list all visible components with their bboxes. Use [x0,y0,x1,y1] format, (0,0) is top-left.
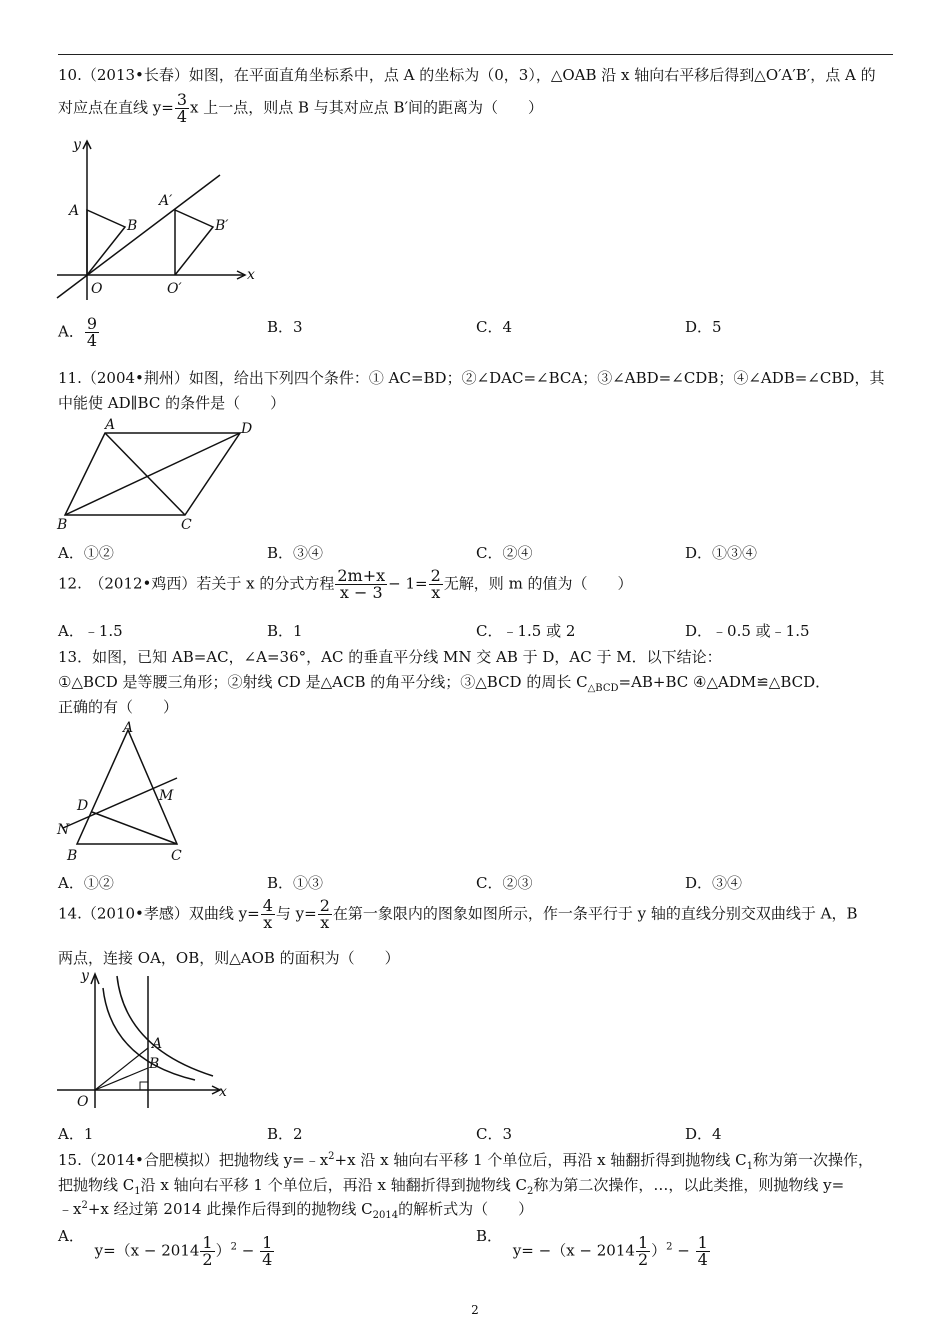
q15-a-fn: 1 [202,1233,213,1252]
q14-figure [55,968,235,1116]
q15-l3-b: +x 经过第 2014 此操作后得到的抛物线 C [87,1200,373,1218]
q15-a-minus: − [236,1241,260,1260]
q13-label-A: A [123,720,134,736]
q13-label-N: N [57,822,70,838]
q11-label-D: D [241,421,253,437]
q15-l3-sub: 2014 [372,1210,399,1221]
q11-label-A: A [105,417,116,433]
q12-option-c[interactable]: C．﹣1.5 或 2 [476,622,576,640]
q15-l1-end: 称为第一次操作， [753,1151,874,1169]
q10-option-d[interactable]: D．5 [685,318,722,336]
q14-text-pre: 14.（2010•孝感）双曲线 y= [58,904,260,923]
q13-stem-line1: 13．如图，已知 AB=AC，∠A=36°，AC 的垂直平分线 MN 交 AB 于 D，AC 于 M．以下结论： [58,648,722,666]
q12-fraction-2 [429,568,443,601]
q15-a-sup: 2 [230,1241,237,1253]
q14-option-b[interactable]: B．2 [267,1125,303,1143]
q10-option-a[interactable] [58,316,100,349]
q15-option-b-expr [513,1235,711,1268]
q13-option-a[interactable]: A．①② [58,874,114,892]
q15-a-gn: 1 [262,1233,273,1252]
q10-label-B: B [127,218,138,234]
q15-l1-post: +x 沿 x 轴向右平移 1 个单位后，再沿 x 轴翻折得到抛物线 C [334,1151,747,1169]
q15-b-gd: 4 [697,1250,708,1269]
q10-label-y: y [73,137,81,153]
q15-b-gn: 1 [697,1233,708,1252]
q14-label-x: x [219,1084,227,1100]
q13-label-B: B [67,848,78,864]
q14-fraction-2 [318,898,332,931]
q15-l2-a: 把抛物线 C [58,1176,135,1194]
q10-label-A1: A′ [159,193,173,209]
q12-text-pre: 12. （2012•鸡西）若关于 x 的分式方程 [58,574,335,593]
q14-stem-line2: 两点，连接 OA，OB，则△AOB 的面积为（ ） [58,949,400,967]
q14-text-mid: 与 y= [275,904,317,923]
q12-f2-num: 2 [430,566,441,585]
q12-fraction-1 [335,568,387,601]
q15-l2-sub2: 2 [526,1186,534,1197]
q11-figure [55,415,275,535]
q15-b-fd: 2 [637,1250,649,1269]
q12-f1-num: 2m+x [337,566,386,585]
q15-l1-sup: 2 [328,1151,335,1162]
q15-l2-c: 称为第二次操作，…，以此类推，则抛物线 y= [533,1176,845,1194]
page-number: 2 [471,1303,479,1317]
q15-a-mid: ） [215,1241,231,1260]
q15-l3-c: 的解析式为（ ） [398,1200,534,1218]
q14-stem-line1 [58,898,858,931]
q12-option-a[interactable]: A．﹣1.5 [58,622,123,640]
q10-text-post: x 上一点，则点 B 与其对应点 B′间的距离为（ ） [190,98,543,117]
q10-frac-num: 3 [176,90,187,109]
q15-option-b[interactable] [476,1225,711,1268]
q10-text-pre: 对应点在直线 y= [58,98,174,117]
q11-option-c[interactable]: C．②④ [476,544,533,562]
q11-option-d[interactable]: D．①③④ [685,544,758,562]
q10-stem-line1: 10.（2013•长春）如图，在平面直角坐标系中，点 A 的坐标为（0，3），△OAB 沿 x 轴向右平移后得到△O′A′B′，点 A 的 [58,66,876,84]
q15-a-gd: 4 [262,1250,273,1269]
q13-label-M: M [159,788,174,804]
q15-stem-line3 [58,1198,533,1221]
q13-label-C: C [171,848,182,864]
q14-option-a[interactable]: A．1 [58,1125,94,1143]
q14-label-O: O [77,1094,89,1110]
q15-option-a-label: A． [58,1227,84,1245]
q14-label-y: y [81,968,89,984]
q15-l1-sub: 1 [746,1161,754,1172]
q12-text-post: 无解，则 m 的值为（ ） [443,574,633,593]
q14-fraction-1 [261,898,275,931]
q10-option-a-den: 4 [86,331,98,350]
q15-a-frac2 [260,1235,274,1268]
q10-label-B1: B′ [215,218,229,234]
q11-stem-line1: 11.（2004•荆州）如图，给出下列四个条件：① AC=BD；②∠DAC=∠BCA；③∠ABD=∠CDB；④∠ADB=∠CBD，其 [58,369,885,387]
q14-f1-den: x [263,913,273,932]
q10-label-O: O [91,281,103,297]
q12-f1-den: x − 3 [339,583,383,602]
q13-label-D: D [77,798,89,814]
q10-figure [55,135,265,305]
q13-stem-line3: 正确的有（ ） [58,698,179,716]
q15-b-mid: ） [651,1241,667,1260]
q15-b-minus: − [672,1241,695,1260]
q11-option-b[interactable]: B．③④ [267,544,324,562]
q11-label-C: C [181,517,192,533]
q10-option-b[interactable]: B．3 [267,318,303,336]
q11-option-a[interactable]: A．①② [58,544,114,562]
q15-l1-pre: 15.（2014•合肥模拟）把抛物线 y=﹣x [58,1151,329,1169]
q10-frac-den: 4 [176,107,187,126]
q10-option-a-label: A． [58,322,84,341]
q10-fraction [175,92,189,125]
q12-stem [58,568,633,601]
q10-option-a-frac [85,316,99,349]
q15-a-pre: y=（x − 2014 [94,1241,200,1260]
q13-option-b[interactable]: B．①③ [267,874,324,892]
q13-text-sub: △BCD [587,683,619,694]
q11-stem-line2: 中能使 AD∥BC 的条件是（ ） [58,394,286,412]
q15-option-b-label: B． [476,1227,503,1245]
q15-option-a-expr [95,1235,276,1268]
q15-stem-line1 [58,1149,873,1172]
q14-f2-num: 2 [319,896,330,915]
q10-stem-line2 [58,92,543,125]
q12-text-mid: − 1= [388,574,428,593]
q15-l2-sub1: 1 [134,1186,141,1197]
q15-a-frac1 [200,1235,214,1268]
q13-figure [55,718,195,866]
q10-label-O1: O′ [167,281,182,297]
q13-option-d[interactable]: D．③④ [685,874,743,892]
q15-b-frac1 [636,1235,650,1268]
q10-label-A: A [69,203,80,219]
q15-b-fn: 1 [637,1233,649,1252]
q14-text-post: 在第一象限内的图象如图所示，作一条平行于 y 轴的直线分别交双曲线于 A，B [332,904,858,923]
top-rule [58,54,893,55]
q15-a-fd: 2 [202,1250,213,1269]
q10-label-x: x [247,267,255,283]
q14-f1-num: 4 [262,896,273,915]
q14-f2-den: x [320,913,330,932]
q14-option-c[interactable]: C．3 [476,1125,513,1143]
q12-option-d[interactable]: D．﹣0.5 或﹣1.5 [685,622,810,640]
q15-b-frac2 [696,1235,710,1268]
q13-stem-line2 [58,671,830,694]
q12-f2-den: x [431,583,441,602]
q15-option-a[interactable] [58,1225,275,1268]
q13-option-c[interactable]: C．②③ [476,874,533,892]
q15-l2-b: 沿 x 轴向右平移 1 个单位后，再沿 x 轴翻折得到抛物线 C [140,1176,527,1194]
q12-option-b[interactable]: B．1 [267,622,303,640]
q15-b-pre: y= −（x − 2014 [512,1241,635,1260]
q15-l3-sup: 2 [81,1200,88,1211]
q11-label-B: B [57,517,68,533]
q14-label-A: A [152,1036,163,1052]
q10-option-c[interactable]: C．4 [476,318,513,336]
q13-text-post: =AB+BC ④△ADM≌△BCD． [618,673,831,691]
q13-text-pre: ①△BCD 是等腰三角形；②射线 CD 是△ACB 的角平分线；③△BCD 的周长 C [58,673,588,691]
q15-stem-line2 [58,1174,844,1197]
q15-l3-a: ﹣x [58,1200,82,1218]
q10-option-a-num: 9 [86,314,98,333]
q14-option-d[interactable]: D．4 [685,1125,722,1143]
q15-b-sup: 2 [666,1241,673,1253]
q14-label-B: B [149,1056,160,1072]
